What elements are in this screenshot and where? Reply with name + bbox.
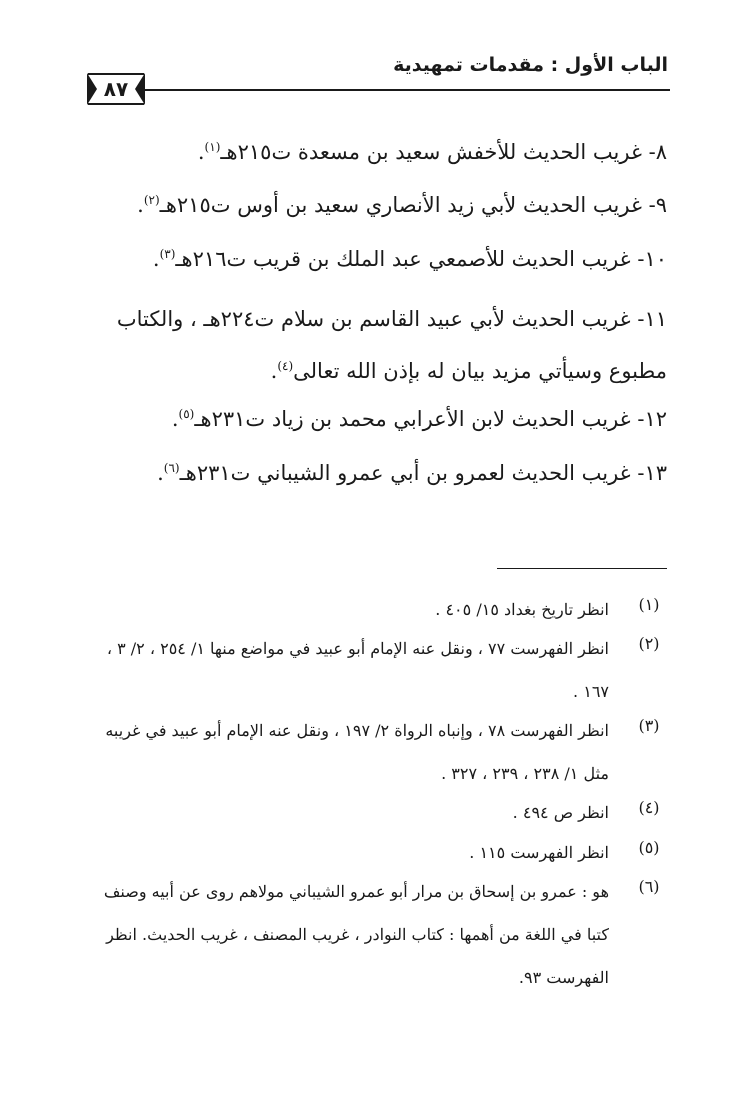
footnote-number: (٥) (638, 838, 660, 857)
list-item (77, 296, 667, 390)
footnote-ref: (٤) (277, 359, 294, 373)
full-stop: . (152, 247, 160, 271)
footnote-line: مثل ١/ ٢٣٨ ، ٢٣٩ ، ٣٢٧ . (441, 764, 609, 783)
list-item-text: ١٣- غريب الحديث لعمرو بن أبي عمرو الشيباني ت٢٣١هـ (179, 461, 667, 485)
footnote-line: انظر الفهرست ٧٨ ، وإنباه الرواة ٢/ ١٩٧ ، ونقل عنه الإمام أبو عبيد في غريبه (105, 721, 609, 740)
full-stop: . (171, 407, 179, 431)
footnote-line: الفهرست ٩٣. (518, 968, 609, 987)
list-item (198, 140, 667, 164)
footnote-body (79, 838, 609, 881)
full-stop: . (157, 461, 164, 485)
list-item (153, 247, 667, 271)
footnote-ref: (٦) (163, 461, 180, 475)
full-stop: . (197, 140, 205, 164)
list-item-text: ٨- غريب الحديث للأخفش سعيد بن مسعدة ت٢١٥هـ (220, 140, 667, 164)
list-item (172, 407, 667, 431)
footnote-line: انظر الفهرست ١١٥ . (469, 843, 609, 862)
list-item-text: ١٠- غريب الحديث للأصمعي عبد الملك بن قريب ت٢١٦هـ (175, 247, 667, 271)
list-item-text: مطبوع وسيأتي مزيد بيان له بإذن الله تعالى (293, 359, 667, 383)
full-stop: . (137, 193, 144, 217)
footnote-number: (١) (638, 595, 660, 614)
page-number: ٨٧ (103, 77, 129, 101)
list-item-text: ١٢- غريب الحديث لابن الأعرابي محمد بن زياد ت٢٣١هـ (194, 407, 667, 431)
footnote-line: انظر الفهرست ٧٧ ، ونقل عنه الإمام أبو عبيد في مواضع منها ١/ ٢٥٤ ، ٢/ ٣ ، (106, 639, 609, 658)
footnote-number: (٦) (638, 877, 660, 896)
footnote-line: كتبا في اللغة من أهمها : كتاب النوادر ، غريب المصنف ، غريب الحديث. انظر (106, 925, 609, 944)
footnote-line: انظر تاريخ بغداد ١٥/ ٤٠٥ . (435, 600, 609, 619)
footnote-line: انظر ص ٤٩٤ . (512, 803, 609, 822)
footnote-body (79, 877, 609, 1006)
footnote-body (79, 634, 609, 720)
footnote-number: (٣) (638, 716, 660, 735)
footnote-body (79, 595, 609, 638)
list-item (137, 193, 667, 217)
footnote-body (79, 798, 609, 841)
footnote-line: هو : عمرو بن إسحاق بن مرار أبو عمرو الشيباني مولاهم روى عن أبيه وصنف (103, 882, 609, 901)
page-number-box (88, 73, 144, 105)
full-stop: . (270, 359, 278, 383)
footnote-ref: (١) (204, 140, 221, 154)
footnote-ref: (٢) (143, 193, 160, 207)
footnote-ref: (٣) (159, 247, 176, 261)
footnote-line: ١٦٧ . (573, 682, 609, 701)
list-item (157, 461, 667, 485)
list-item-line: ١١- غريب الحديث لأبي عبيد القاسم بن سلام ت٢٢٤هـ ، والكتاب (116, 307, 667, 331)
footnote-separator (497, 568, 667, 569)
running-title: الباب الأول : مقدمات تمهيدية (393, 54, 668, 76)
footnote-number: (٤) (638, 798, 660, 817)
footnote-body (79, 716, 609, 802)
list-item-text: ٩- غريب الحديث لأبي زيد الأنصاري سعيد بن أوس ت٢١٥هـ (159, 193, 667, 217)
footnote-ref: (٥) (178, 407, 195, 421)
footnote-number: (٢) (638, 634, 660, 653)
header-rule (142, 89, 670, 91)
list-item-line (77, 343, 667, 390)
